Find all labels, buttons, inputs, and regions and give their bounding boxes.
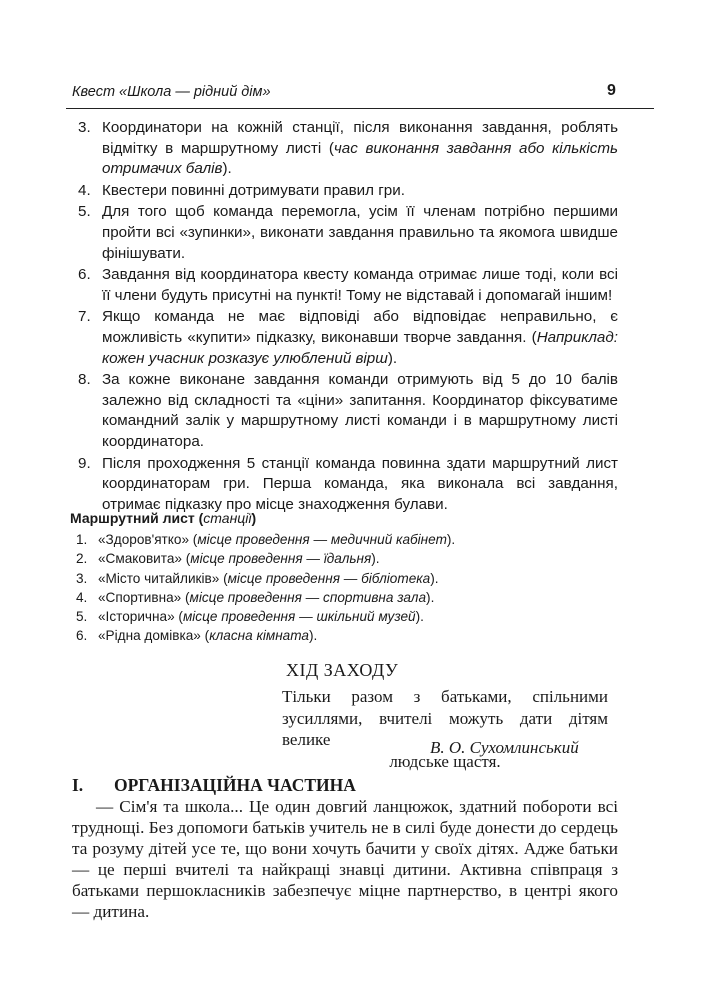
station-item — [76, 569, 455, 588]
list-item-text-after: ). — [222, 160, 232, 178]
list-item — [78, 265, 618, 306]
part-heading — [72, 775, 356, 796]
station-paren-close: ). — [446, 532, 456, 547]
station-place: класна кімната — [209, 628, 309, 644]
list-item-text: Для того щоб команда перемогла, усім її членам потрібно першими пройти всі «зупинки», виконати завдання правильно та якомога швидше фінішувати. — [102, 203, 618, 262]
list-item-italic: Наприклад: кожен учасник розказує улюблений вірш — [102, 328, 618, 367]
list-item — [78, 202, 618, 264]
header-divider — [66, 108, 654, 109]
list-item — [78, 370, 618, 452]
list-item-text: Після проходження 5 станції команда повинна здати маршрутний лист координаторам гри. Перша команда, яка виконала всі завдання, отримає підказку про місце знаходження булави. — [102, 454, 618, 513]
list-item-number: 5. — [78, 203, 91, 221]
station-name: «Місто читайликів» — [98, 570, 220, 586]
station-item — [76, 607, 455, 626]
running-title: Квест «Школа — рідний дім» — [72, 84, 271, 100]
station-paren-close: ). — [371, 551, 380, 567]
station-paren-open: ( — [181, 589, 190, 605]
station-paren-open: ( — [200, 628, 210, 644]
list-item-text: Якщо команда не має відповіді або відповідає неправильно, є можливість «купити» підказку, виконавши творче завдання. ( — [102, 308, 618, 346]
station-item — [76, 588, 455, 607]
body-paragraph: — Сім'я та школа... Це один довгий ланцюжок, здатний побороти всі труднощі. Без допомоги батьків учитель не в силі буде донести до сердець та розуму дітей усе те, що вони хочуть бачити у своїх дітях. Адже батьки — це перші вчителі та найкращі знавці дитини. Активна співпраця з батьками першокласників забезпечує міцне партнерство, в центрі якого — дитина. — [72, 797, 618, 921]
epigraph — [282, 686, 608, 772]
list-item-italic: час виконання завдання або кількість отримачих балів — [102, 139, 618, 178]
station-place: місце проведення — їдальня — [190, 551, 372, 567]
station-number: 1. — [76, 532, 88, 547]
list-item-number: 7. — [78, 308, 91, 326]
list-item-text: За кожне виконане завдання команди отримують від 5 до 10 балів залежно від складності та «ціни» запитання. Координатор фіксуватиме командний залік у маршрутному листі команди і в маршрутному листі координатора. — [102, 371, 618, 450]
page-number: 9 — [607, 82, 616, 99]
section-heading: ХІД ЗАХОДУ — [286, 660, 399, 680]
list-item-text-after: ). — [387, 349, 398, 367]
station-place: місце проведення — медичний кабінет — [197, 532, 447, 547]
part-title: ОРГАНІЗАЦІЙНА ЧАСТИНА — [114, 775, 356, 795]
list-item — [78, 181, 618, 202]
station-place: місце проведення — шкільний музей — [182, 609, 416, 625]
station-paren-open: ( — [189, 532, 198, 547]
station-place: місце проведення — бібліотека — [227, 570, 431, 586]
stations-list — [76, 530, 455, 646]
list-item — [78, 118, 618, 180]
station-paren-close: ). — [430, 570, 439, 586]
list-item — [78, 454, 618, 516]
station-number: 2. — [76, 551, 88, 567]
station-number: 6. — [76, 628, 88, 644]
station-name: «Історична» — [98, 609, 175, 625]
list-item-number: 3. — [78, 119, 91, 136]
route-sheet-title: Маршрутний лист (станції) — [70, 510, 257, 526]
route-sheet-title-text: Маршрутний лист — [70, 510, 195, 526]
list-item-number: 8. — [78, 371, 91, 389]
station-paren-open: ( — [181, 551, 191, 567]
epigraph-text: Тільки разом з батьками, спільними зусиллями, вчителі можуть дати дітям велике — [282, 687, 608, 749]
station-name: «Рідна домівка» — [98, 628, 201, 644]
list-item — [78, 307, 618, 369]
list-item-number: 4. — [78, 181, 91, 199]
list-item-number: 9. — [78, 454, 91, 472]
station-name: «Спортивна» — [98, 589, 182, 605]
route-sheet-title-note: станції — [203, 510, 252, 526]
station-item — [76, 530, 455, 549]
epigraph-text-last: людське щастя. — [389, 751, 501, 771]
epigraph-author: В. О. Сухомлинський — [430, 738, 579, 757]
station-paren-close: ). — [415, 609, 424, 625]
list-item-text: Квестери повинні дотримувати правил гри. — [102, 181, 405, 199]
station-paren-close: ). — [426, 589, 435, 605]
station-place: місце проведення — спортивна зала — [189, 589, 427, 605]
station-name: «Смаковита» — [98, 551, 182, 567]
station-number: 4. — [76, 589, 88, 605]
station-number: 3. — [76, 570, 88, 586]
station-item — [76, 626, 455, 645]
list-item-text: Координатори на кожній станції, після виконання завдання, роблять відмітку в маршрутному листі ( — [102, 119, 618, 157]
station-paren-open: ( — [174, 609, 183, 625]
station-paren-close: ). — [308, 628, 318, 644]
station-paren-open: ( — [219, 570, 228, 586]
station-number: 5. — [76, 609, 88, 625]
list-item-number: 6. — [78, 266, 91, 284]
station-name: «Здоров'ятко» — [98, 532, 190, 547]
list-item-text: Завдання від координатора квесту команда отримає лише тоді, коли всі її члени будуть присутні на пункті! Тому не відставай і допомагай іншим! — [102, 266, 618, 304]
station-item — [76, 549, 455, 568]
part-number: I. — [72, 775, 84, 795]
rules-list — [78, 118, 618, 516]
